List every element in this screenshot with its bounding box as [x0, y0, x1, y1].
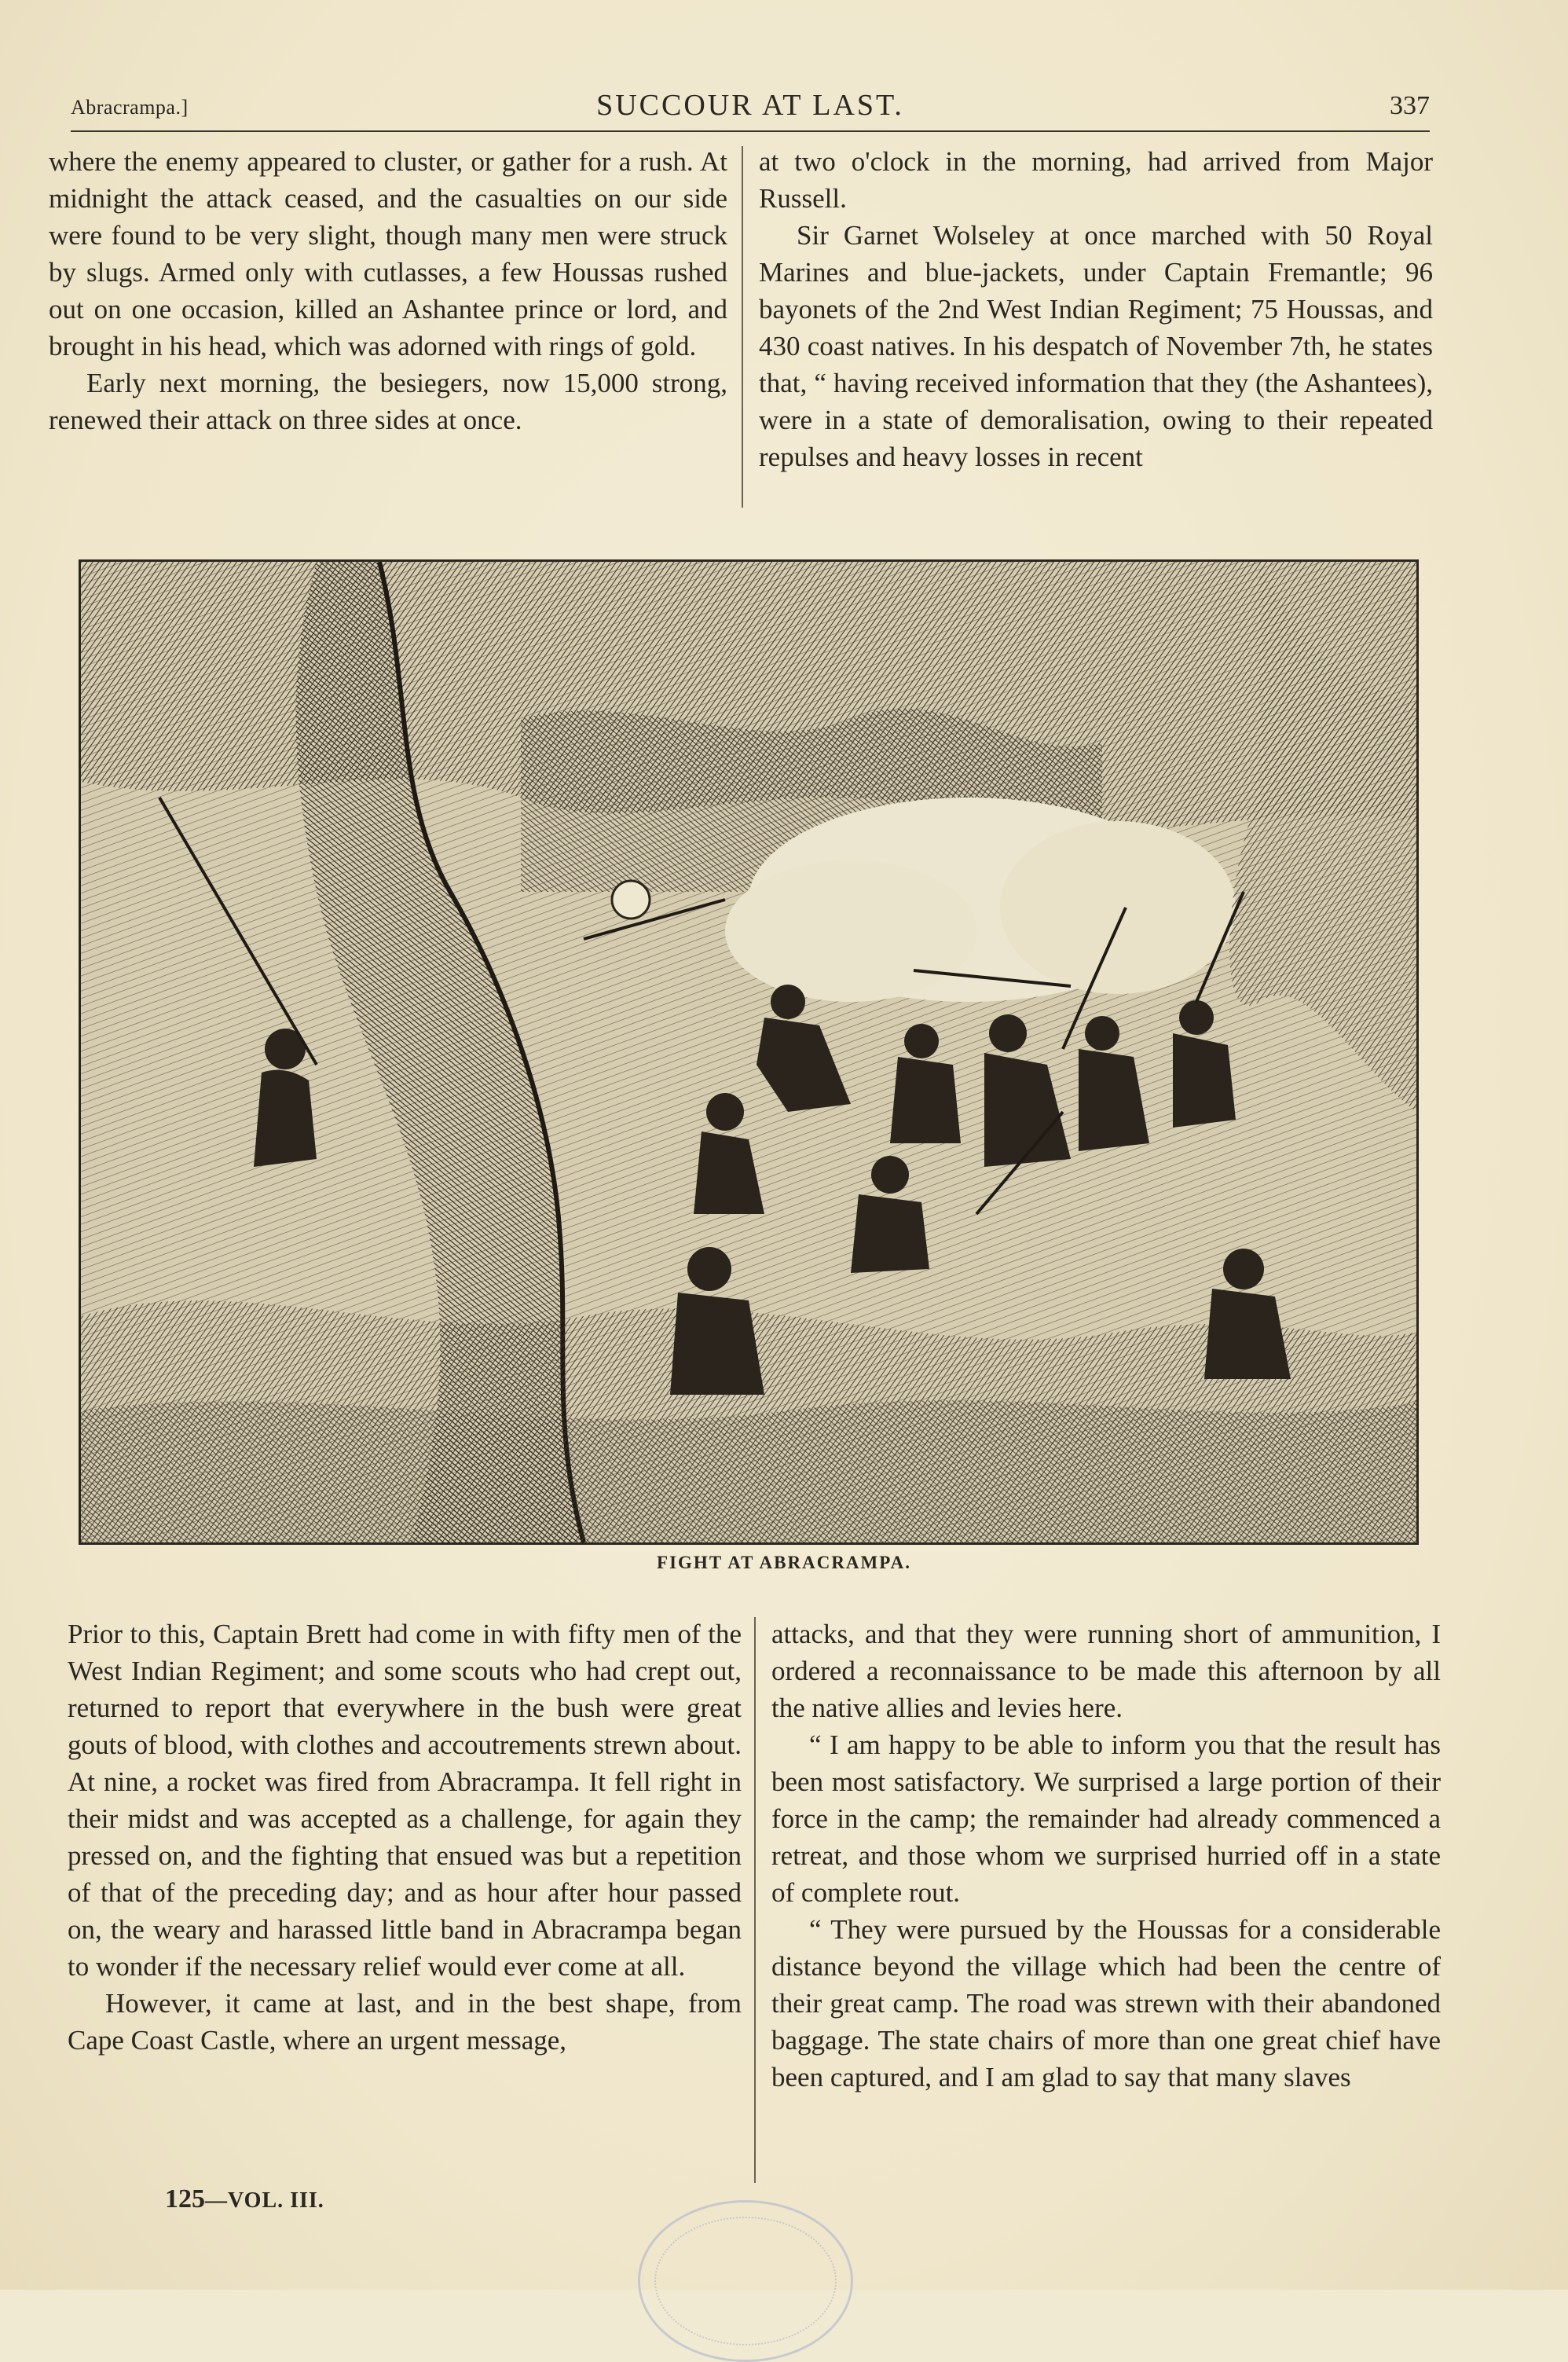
paragraph: “ I am happy to be able to inform you that the result has been most satisfactory. We surprised a large portion of their force in the camp; the remainder had already commenced a retreat, and those whom we surprised hurried off in a state of complete rout.	[771, 1729, 1441, 1908]
signature-folio	[165, 2184, 324, 2214]
bottom-right-column	[771, 1616, 1441, 2096]
bottom-left-column	[68, 1616, 742, 2059]
paragraph: at two o'clock in the morning, had arrived from Major Russell.	[759, 146, 1433, 214]
figure-caption: FIGHT AT ABRACRAMPA.	[657, 1553, 911, 1572]
paragraph: Sir Garnet Wolseley at once marched with 50 Royal Marines and blue-jackets, under Captain Fremantle; 96 bayonets of the 2nd West Indian Regiment; 75 Houssas, and 430 coast natives. In his despatch of November 7th, he states that, “ having received information that they (the Ashantees), were in a state of demoralisation, owing to their repeated repulses and heavy losses in recent	[759, 220, 1433, 472]
paragraph: Early next morning, the besiegers, now 15,000 strong, renewed their attack on three sides at once.	[49, 368, 727, 435]
paragraph: Prior to this, Captain Brett had come in with fifty men of the West Indian Regiment; and some scouts who had crept out, returned to report that everywhere in the bush were great gouts of blood, with clothes and accoutrements strewn about. At nine, a rocket was fired from Abracrampa. It fell right in their midst and was accepted as a challenge, for again they pressed on, and the fighting that ensued was but a repetition of that of the preceding day; and as hour after hour passed on, the weary and harassed little band in Abracrampa began to wonder if the necessary relief would ever come at all.	[68, 1619, 742, 1982]
running-head-title: SUCCOUR AT LAST.	[596, 89, 904, 122]
folio-volume: —VOL. III.	[205, 2188, 324, 2213]
library-stamp	[638, 2200, 853, 2362]
illustration-fight-at-abracrampa	[79, 559, 1419, 1545]
paragraph: However, it came at last, and in the best shape, from Cape Coast Castle, where an urgent message,	[68, 1988, 742, 2056]
running-head	[71, 88, 1430, 127]
library-stamp-inner	[654, 2217, 837, 2345]
paragraph: “ They were pursued by the Houssas for a considerable distance beyond the village which had been the centre of their great camp. The road was strewn with their abandoned baggage. The state chairs of more than one great chief have been captured, and I am glad to say that many slaves	[771, 1914, 1441, 2092]
top-left-column	[49, 143, 727, 438]
paragraph: where the enemy appeared to cluster, or gather for a rush. At midnight the attack ceased, and the casualties on our side were found to be very slight, though many men were struck by slugs. Armed only with cutlasses, a few Houssas rushed out on one occasion, killed an Ashantee prince or lord, and brought in his head, which was adorned with rings of gold.	[49, 146, 727, 361]
column-divider	[754, 1617, 756, 2183]
running-head-section: Abracrampa.]	[71, 96, 189, 119]
engraving-illustration	[81, 562, 1416, 1542]
page-number: 337	[1390, 91, 1430, 120]
folio-number: 125	[165, 2184, 205, 2213]
top-right-column	[759, 143, 1433, 475]
header-rule	[71, 130, 1430, 132]
column-divider	[742, 146, 743, 508]
paragraph: attacks, and that they were running short of ammunition, I ordered a reconnaissance to be made this afternoon by all the native allies and levies here.	[771, 1619, 1441, 1723]
